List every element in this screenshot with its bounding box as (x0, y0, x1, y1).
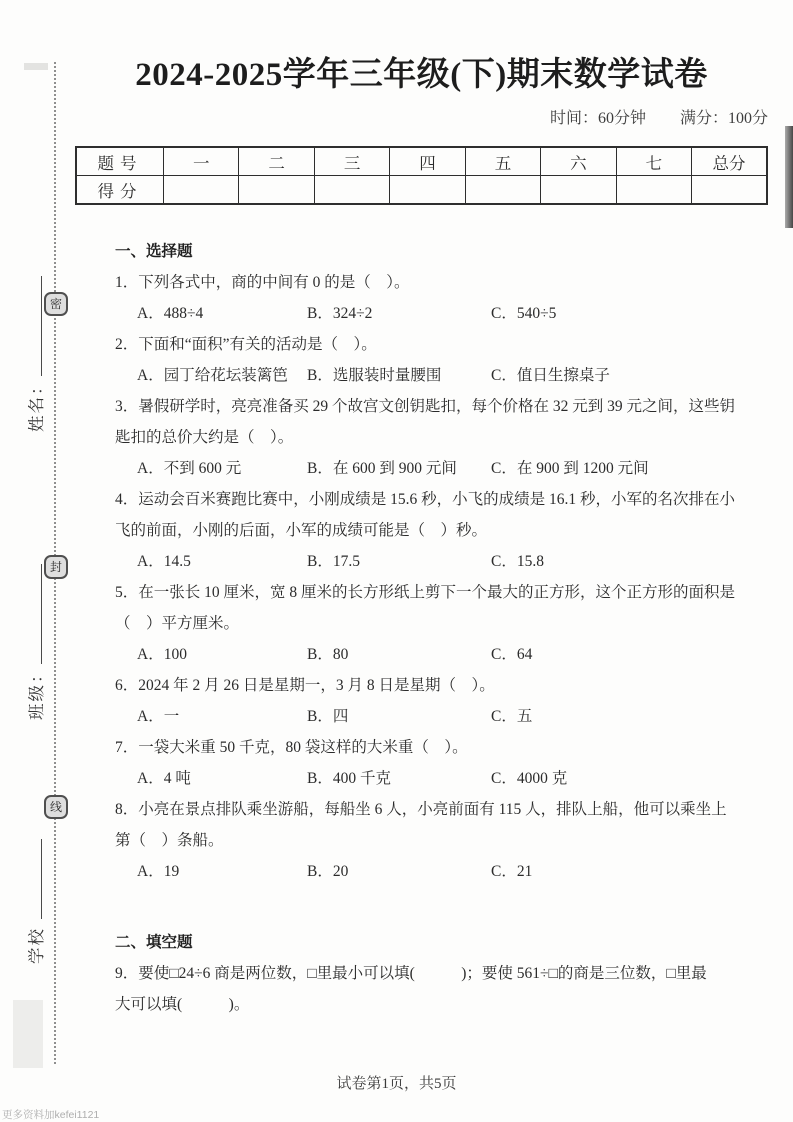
option-b: B．80 (307, 646, 349, 663)
option-c: C．21 (491, 863, 533, 880)
option-c: C．540÷5 (491, 305, 557, 322)
question (115, 484, 736, 577)
section-heading: 一、选择题 (115, 243, 193, 260)
score-table-score-row (76, 176, 767, 205)
score-table-score-label: 得分 (76, 176, 164, 205)
question-line: 1．下列各式中，商的中间有 0 的是（ ）。 (115, 274, 410, 291)
options-row (137, 639, 695, 670)
scan-artifact-right-bar (785, 126, 793, 228)
option-c: C．4000 克 (491, 770, 568, 787)
student-name-label-text: 姓名： (27, 376, 46, 432)
page-number: 试卷第1页，共5页 (336, 1076, 457, 1092)
option-b: B．选服装时量腰围 (307, 367, 442, 384)
score-table-col-5: 五 (465, 147, 540, 176)
question-line: 匙扣的总价大约是（ ）。 (115, 429, 294, 446)
school-blank-line (27, 839, 42, 919)
time-limit: 时间：60分钟 (549, 110, 646, 127)
option-c: C．64 (491, 646, 533, 663)
class-label (26, 565, 48, 721)
questions-area (115, 236, 736, 1020)
options-row (137, 546, 695, 577)
option-b: B．在 600 到 900 元间 (307, 460, 457, 477)
option-c: C．值日生擦桌子 (491, 367, 610, 384)
score-table-empty-cell-3 (314, 176, 389, 205)
class-label-text: 班级： (27, 664, 46, 720)
score-table-col-1: 一 (164, 147, 239, 176)
question (115, 732, 695, 794)
question-line: 大可以填( )。 (115, 996, 250, 1013)
option-a: A．一 (137, 708, 180, 725)
section-1 (115, 236, 736, 887)
student-name-blank-line (27, 277, 42, 377)
question (115, 267, 695, 329)
option-b: B．20 (307, 863, 349, 880)
options-row (137, 453, 695, 484)
option-b: B．17.5 (307, 553, 360, 570)
option-c: C．五 (491, 708, 533, 725)
school-label-text: 学校 (27, 927, 46, 964)
score-table-col-7: 七 (616, 147, 691, 176)
question (115, 794, 727, 887)
score-table-empty-cell-4 (390, 176, 465, 205)
options-row (137, 360, 695, 391)
question (115, 958, 707, 1020)
option-a: A．4 吨 (137, 770, 191, 787)
score-table-empty-cell-5 (465, 176, 540, 205)
option-a: A．488÷4 (137, 305, 204, 322)
school-label (26, 839, 48, 964)
question-line: 6．2024 年 2 月 26 日是星期一，3 月 8 日是星期（ ）。 (115, 677, 495, 694)
seal-mark-feng: 封 (44, 555, 68, 579)
options-row (137, 763, 695, 794)
full-score: 满分：100分 (679, 110, 768, 127)
seal-mark-xian: 线 (44, 795, 68, 819)
question-line: 9．要使□24÷6 商是两位数，□里最小可以填( )；要使 561÷□的商是三位数，□里最 (115, 965, 707, 982)
paper-title: 2024-2025学年三年级(下)期末数学试卷 (135, 57, 708, 93)
score-table-col-2: 二 (239, 147, 314, 176)
question (115, 329, 695, 391)
option-a: A．100 (137, 646, 187, 663)
question-line: 飞的前面，小刚的后面，小军的成绩可能是（ ）秒。 (115, 522, 488, 539)
score-table-col-4: 四 (390, 147, 465, 176)
option-c: C．在 900 到 1200 元间 (491, 460, 649, 477)
score-table-col-3: 三 (314, 147, 389, 176)
options-row (137, 856, 695, 887)
paper-header (75, 48, 768, 205)
score-table-empty-cell-8 (692, 176, 767, 205)
question (115, 577, 736, 670)
score-table-empty-cell-6 (541, 176, 616, 205)
paper-info-line (75, 105, 768, 128)
options-row (137, 701, 695, 732)
option-a: A．不到 600 元 (137, 460, 242, 477)
option-b: B．四 (307, 708, 349, 725)
section-2 (115, 927, 707, 1020)
question-line: 2．下面和“面积”有关的活动是（ ）。 (115, 336, 377, 353)
score-table (75, 146, 768, 205)
question (115, 670, 695, 732)
class-blank-line (27, 565, 42, 665)
question-line: 3．暑假研学时，亮亮准备买 29 个故宫文创钥匙扣，每个价格在 32 元到 39 元之间，这些钥 (115, 398, 736, 415)
question-line: （ ）平方厘米。 (115, 615, 240, 632)
question-line: 第（ ）条船。 (115, 832, 224, 849)
score-table-empty-cell-1 (164, 176, 239, 205)
option-c: C．15.8 (491, 553, 544, 570)
question (115, 391, 736, 484)
section-heading: 二、填空题 (115, 934, 193, 951)
option-a: A．19 (137, 863, 180, 880)
scan-artifact-bottom-left (13, 1000, 43, 1068)
question-line: 8．小亮在景点排队乘坐游船，每船坐 6 人，小亮前面有 115 人，排队上船，他可以乘坐上 (115, 801, 727, 818)
seal-mark-mi: 密 (44, 292, 68, 316)
question-line: 5．在一张长 10 厘米，宽 8 厘米的长方形纸上剪下一个最大的正方形，这个正方形的面积是 (115, 584, 736, 601)
score-table-col-8: 总分 (692, 147, 767, 176)
score-table-header-label: 题号 (76, 147, 164, 176)
option-a: A．园丁给花坛装篱笆 (137, 367, 288, 384)
option-b: B．400 千克 (307, 770, 391, 787)
question-line: 7．一袋大米重 50 千克，80 袋这样的大米重（ ）。 (115, 739, 468, 756)
option-b: B．324÷2 (307, 305, 373, 322)
question-line: 4．运动会百米赛跑比赛中，小刚成绩是 15.6 秒，小飞的成绩是 16.1 秒，小军的名次排在小 (115, 491, 736, 508)
watermark-text: 更多资料加kefei1121 (2, 1109, 100, 1121)
options-row (137, 298, 695, 329)
score-table-empty-cell-7 (616, 176, 691, 205)
option-a: A．14.5 (137, 553, 191, 570)
score-table-col-6: 六 (541, 147, 616, 176)
score-table-empty-cell-2 (239, 176, 314, 205)
score-table-header-row (76, 147, 767, 176)
scan-artifact-top-left (24, 63, 48, 70)
